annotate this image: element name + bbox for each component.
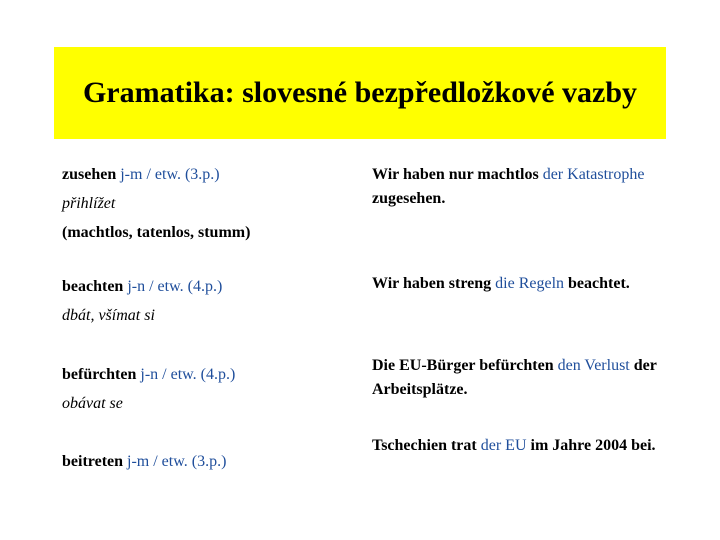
example-text: Die EU-Bürger befürchten bbox=[372, 357, 558, 374]
verb: zusehen bbox=[62, 166, 117, 183]
verb-entry bbox=[62, 447, 352, 476]
verb-argument: j-n / etw. (4.p.) bbox=[127, 278, 223, 295]
example-sentence bbox=[372, 354, 682, 402]
example-highlight: der Katastrophe bbox=[542, 166, 645, 183]
translation: přihlížet bbox=[62, 195, 116, 212]
example-text: zugesehen. bbox=[372, 190, 446, 207]
translation: obávat se bbox=[62, 395, 123, 412]
translation: dbát, všímat si bbox=[62, 307, 155, 324]
example-text: im Jahre 2004 bei. bbox=[526, 437, 656, 454]
verb-entry bbox=[62, 160, 352, 247]
example-sentence bbox=[372, 434, 682, 458]
usage-note: (machtlos, tatenlos, stumm) bbox=[62, 224, 251, 241]
verb-entry bbox=[62, 360, 352, 418]
page-title: Gramatika: slovesné bezpředložkové vazby bbox=[82, 76, 638, 109]
verb: beitreten bbox=[62, 453, 124, 470]
example-text: beachtet. bbox=[564, 275, 630, 292]
title-banner bbox=[54, 47, 666, 139]
example-highlight: den Verlust bbox=[557, 357, 630, 374]
example-sentence bbox=[372, 163, 682, 211]
example-highlight: die Regeln bbox=[495, 275, 565, 292]
example-highlight: der EU bbox=[480, 437, 527, 454]
verb-argument: j-m / etw. (3.p.) bbox=[127, 453, 227, 470]
verb-entry bbox=[62, 272, 352, 330]
verb: beachten bbox=[62, 278, 124, 295]
example-sentence bbox=[372, 272, 682, 296]
example-text: Wir haben streng bbox=[372, 275, 496, 292]
verb: befürchten bbox=[62, 366, 137, 383]
example-text: Wir haben nur machtlos bbox=[372, 166, 543, 183]
verb-argument: j-n / etw. (4.p.) bbox=[140, 366, 236, 383]
example-text: Tschechien trat bbox=[372, 437, 481, 454]
example-text: der Arbeitsplätze. bbox=[372, 357, 657, 398]
verb-argument: j-m / etw. (3.p.) bbox=[120, 166, 220, 183]
